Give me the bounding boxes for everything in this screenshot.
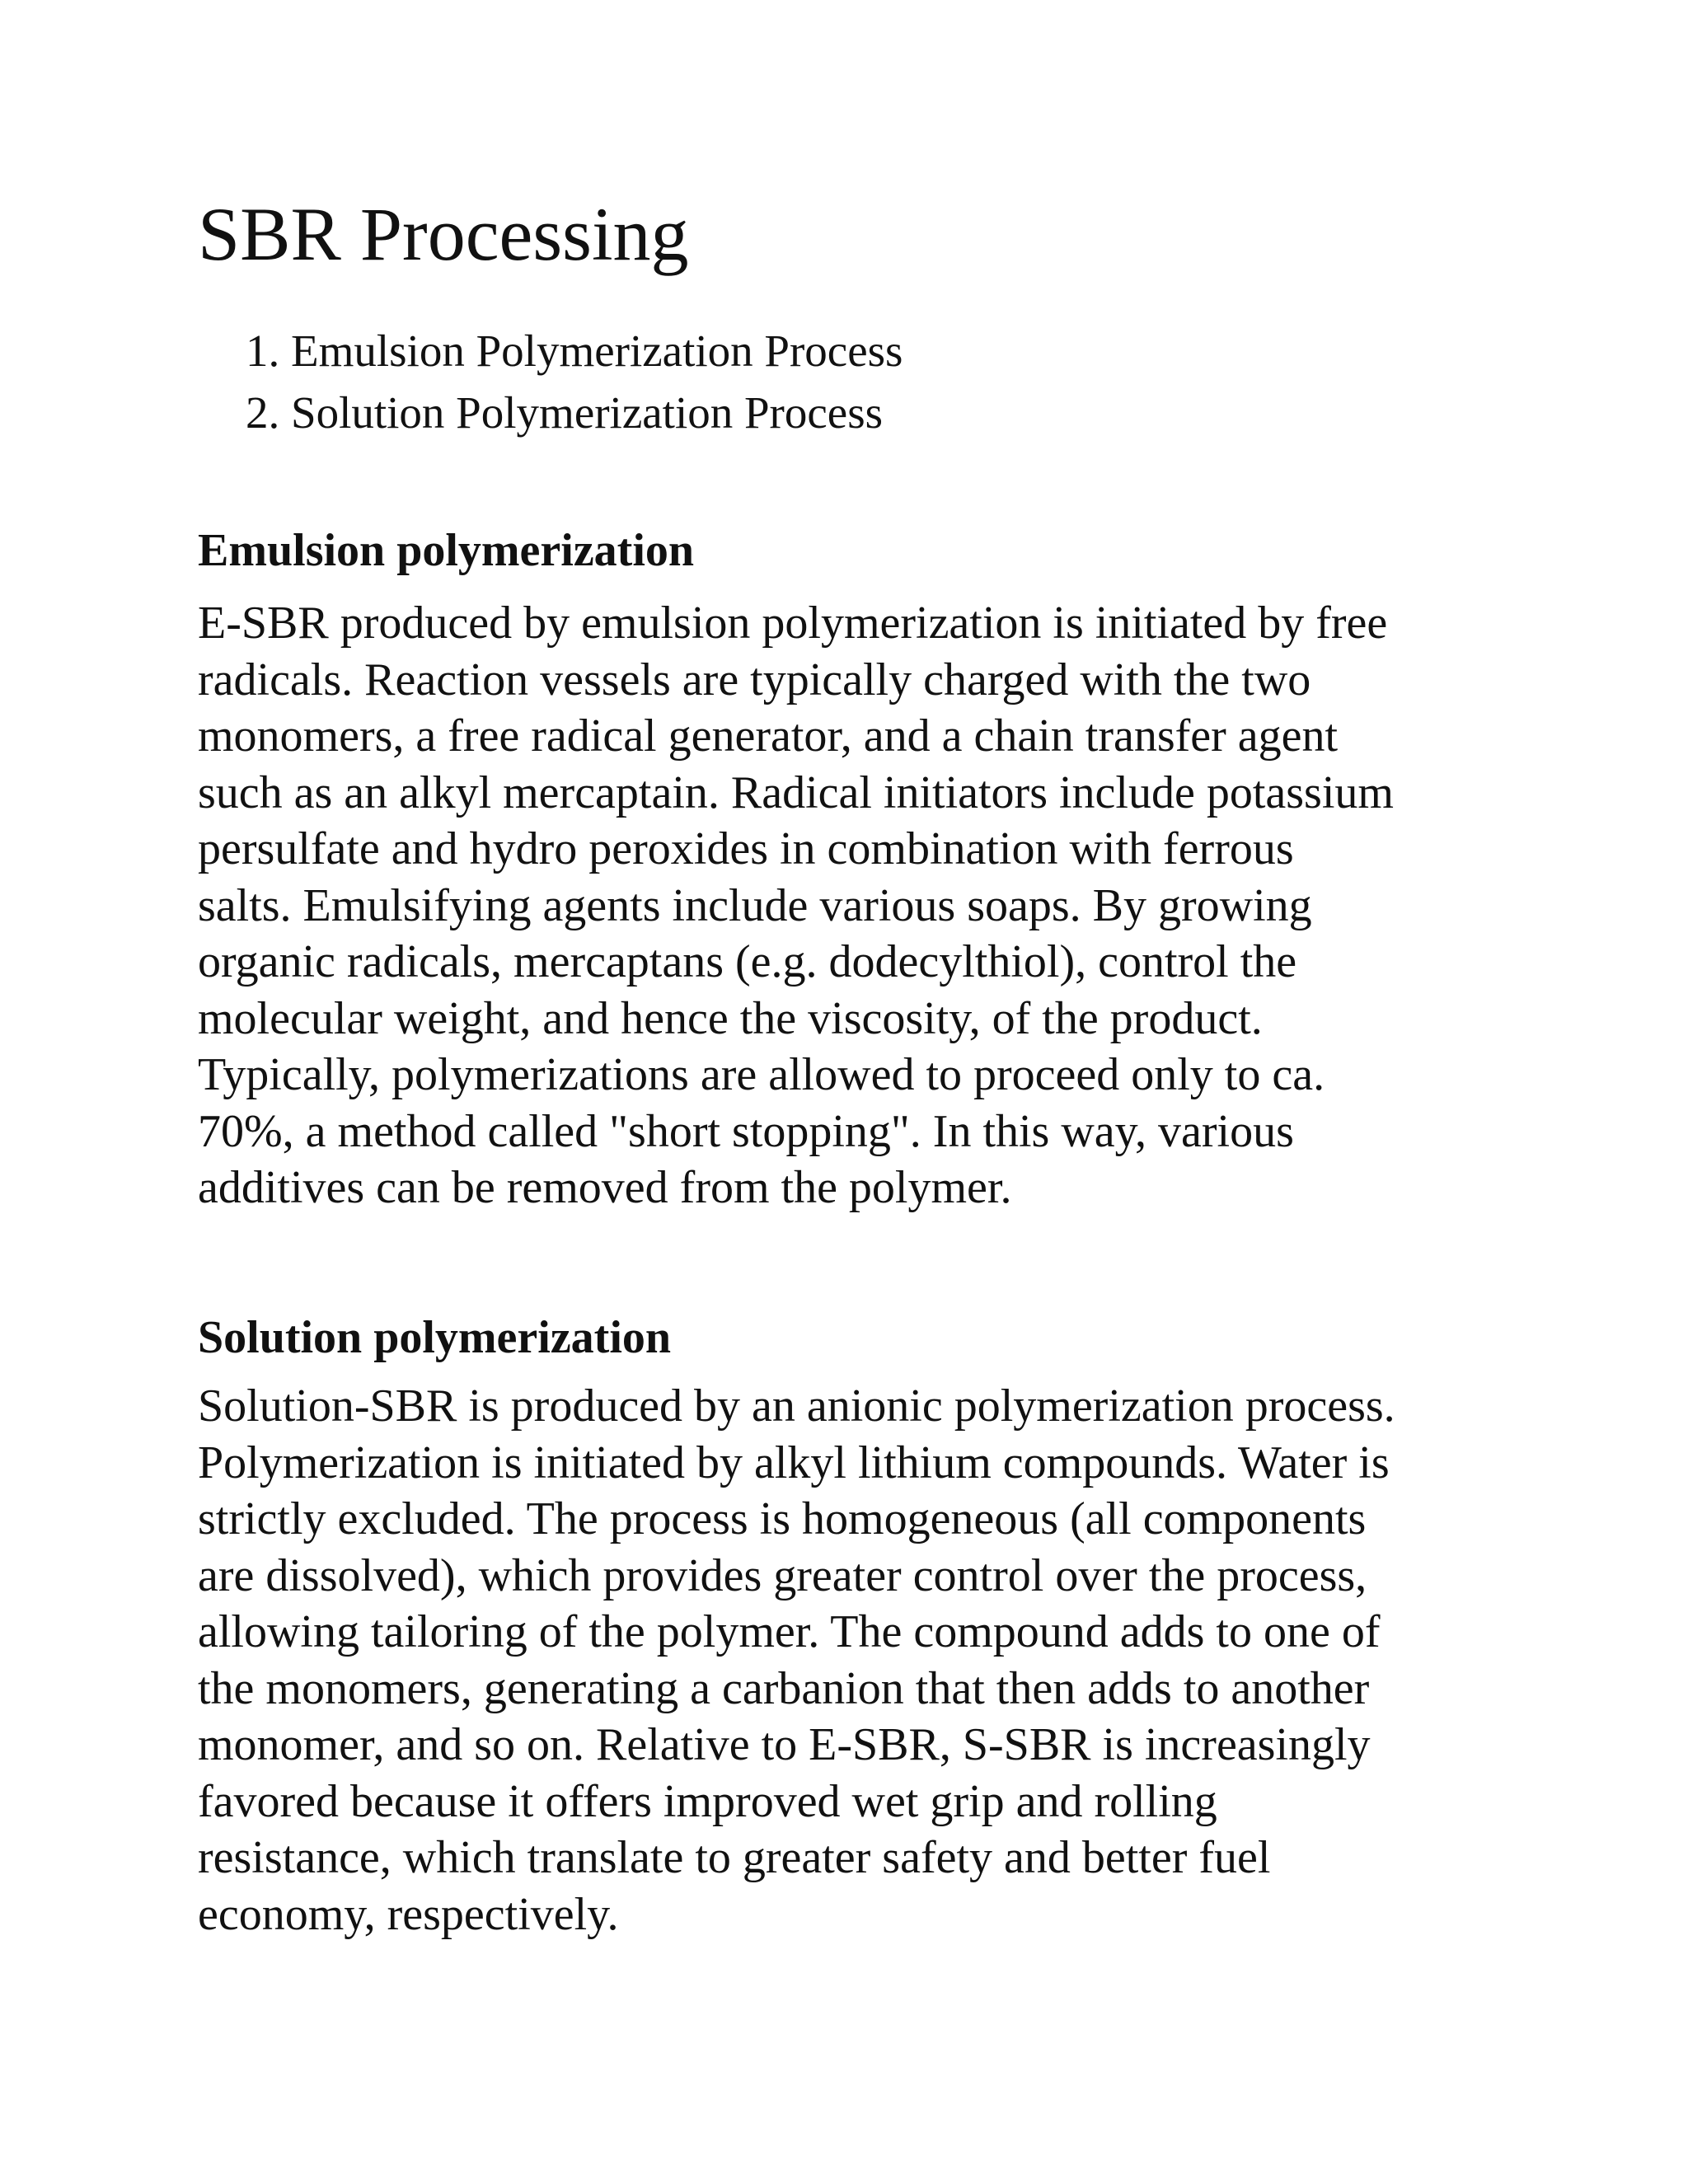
paragraph-line: Solution-SBR is produced by an anionic polymerization process. <box>198 1380 1395 1432</box>
paragraph-line: resistance, which translate to greater safety and better fuel <box>198 1832 1271 1883</box>
paragraph-line: monomers, a free radical generator, and a chain transfer agent <box>198 710 1339 762</box>
paragraph-line: Typically, polymerizations are allowed to proceed only to ca. <box>198 1049 1325 1100</box>
paragraph-line: radicals. Reaction vessels are typically charged with the two <box>198 654 1311 705</box>
paragraph-line: additives can be removed from the polymer. <box>198 1162 1012 1213</box>
paragraph-line: monomer, and so on. Relative to E-SBR, S-SBR is increasingly <box>198 1719 1371 1770</box>
list-item: 2. Solution Polymerization Process <box>246 387 884 438</box>
section-heading-solution: Solution polymerization <box>198 1312 672 1363</box>
paragraph-line: strictly excluded. The process is homogeneous (all components <box>198 1493 1367 1544</box>
paragraph-line: are dissolved), which provides greater control over the process, <box>198 1549 1367 1601</box>
section-heading-emulsion: Emulsion polymerization <box>198 525 695 576</box>
paragraph-line: favored because it offers improved wet grip and rolling <box>198 1775 1217 1827</box>
paragraph-line: persulfate and hydro peroxides in combination with ferrous <box>198 823 1294 874</box>
list-item: 1. Emulsion Polymerization Process <box>246 326 903 376</box>
paragraph-line: molecular weight, and hence the viscosity, of the product. <box>198 992 1263 1044</box>
paragraph-solution <box>198 1378 1395 1943</box>
paragraph-line: organic radicals, mercaptans (e.g. dodecylthiol), control the <box>198 936 1297 987</box>
paragraph-line: the monomers, generating a carbanion that then adds to another <box>198 1662 1370 1714</box>
paragraph-line: such as an alkyl mercaptain. Radical initiators include potassium <box>198 766 1394 818</box>
paragraph-line: Polymerization is initiated by alkyl lithium compounds. Water is <box>198 1436 1390 1488</box>
page-title: SBR Processing <box>198 192 689 276</box>
paragraph-line: salts. Emulsifying agents include various soaps. By growing <box>198 879 1312 931</box>
paragraph-line: E-SBR produced by emulsion polymerization is initiated by free <box>198 598 1388 649</box>
paragraph-line: allowing tailoring of the polymer. The compound adds to one of <box>198 1606 1381 1657</box>
process-list <box>246 320 903 443</box>
paragraph-line: economy, respectively. <box>198 1888 619 1940</box>
paragraph-line: 70%, a method called "short stopping". In this way, various <box>198 1105 1294 1157</box>
paragraph-emulsion <box>198 595 1394 1216</box>
